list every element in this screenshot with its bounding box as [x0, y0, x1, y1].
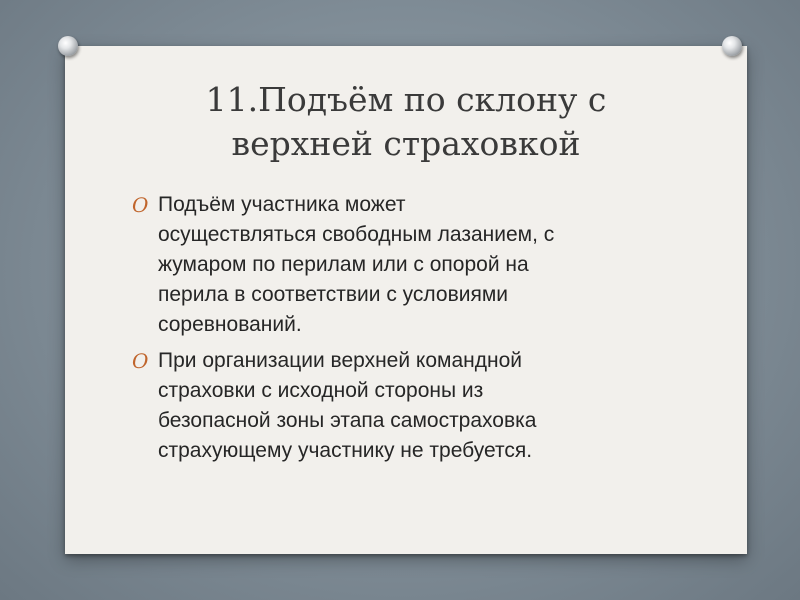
bullet-marker-icon: O	[132, 193, 149, 217]
bullet-line: безопасной зоны этапа самостраховка	[158, 409, 537, 432]
pushpin-icon	[722, 36, 742, 56]
slide-title-line: верхней страховкой	[231, 124, 581, 163]
bullet-line: страхующему участнику не требуется.	[158, 439, 533, 462]
bullet-text	[158, 190, 728, 340]
bullet-line: осуществляться свободным лазанием, с	[158, 223, 555, 246]
bullet-item	[128, 346, 728, 466]
slide-title-line: 11.Подъём по склону с	[205, 80, 607, 119]
bullet-line: При организации верхней командной	[158, 349, 522, 372]
bullet-item	[128, 190, 728, 340]
bullet-text	[158, 346, 728, 466]
pushpin-icon	[58, 36, 78, 56]
bullet-line: Подъём участника может	[158, 193, 406, 216]
bullet-line: соревнований.	[158, 313, 302, 336]
bullet-list	[128, 190, 728, 472]
slide-title	[65, 78, 747, 166]
bullet-line: жумаром по перилам или с опорой на	[158, 253, 529, 276]
bullet-marker-icon: O	[132, 349, 149, 373]
bullet-line: страховки с исходной стороны из	[158, 379, 484, 402]
bullet-line: перила в соответствии с условиями	[158, 283, 509, 306]
